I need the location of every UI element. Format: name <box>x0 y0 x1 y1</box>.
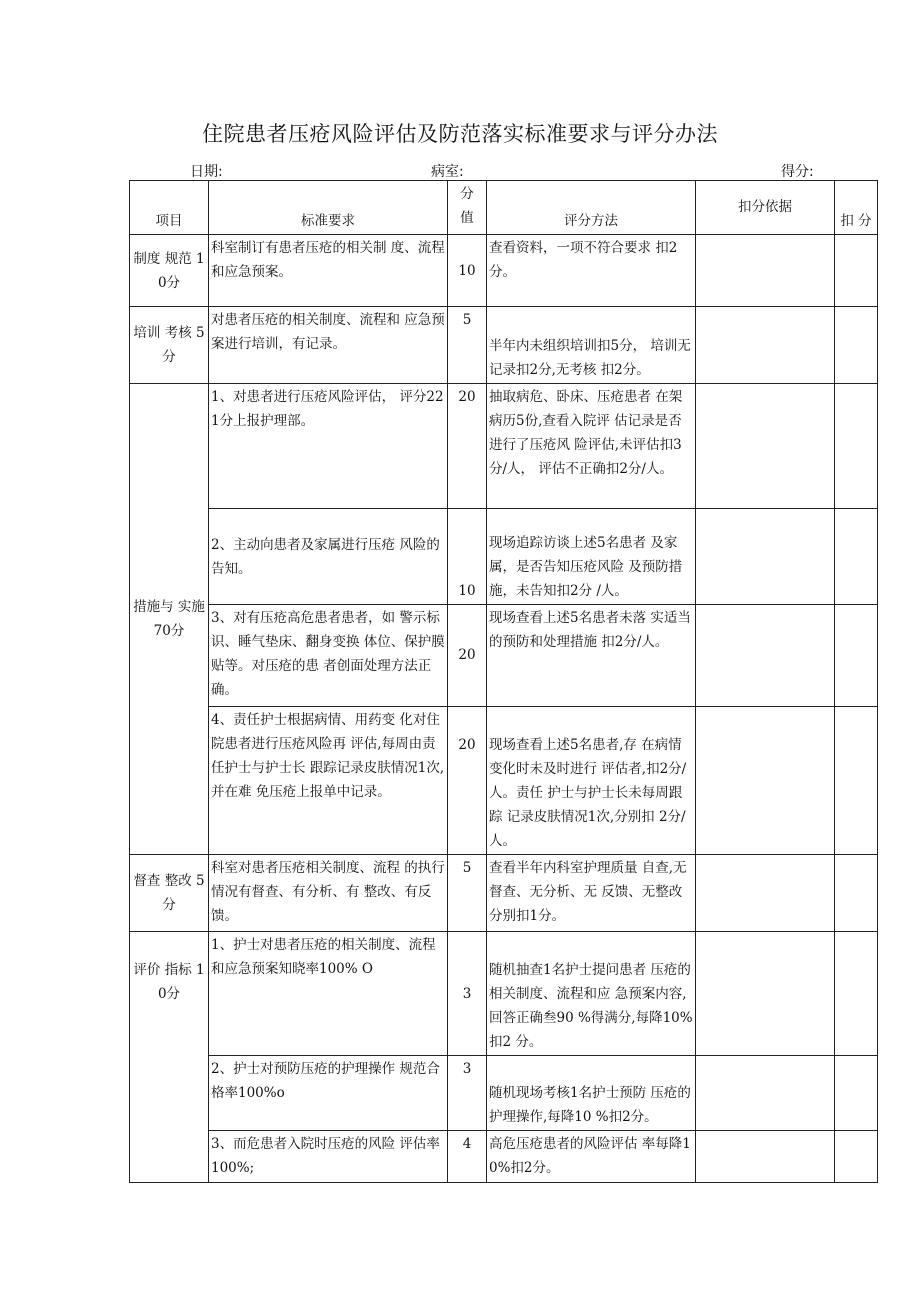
col-header-score-bottom: 值 <box>460 210 474 226</box>
score-label: 得分: <box>781 164 814 180</box>
row-basis <box>696 855 835 932</box>
row-method: 现场追踪访谈上述5名患者 及家属，是否告知压疮风险 及预防措施，未告知扣2分 /人。 <box>487 509 696 605</box>
row-basis <box>696 1131 835 1183</box>
row-method: 随机现场考核1名护士预防 压疮的护理操作,每降10 %扣2分。 <box>487 1056 696 1131</box>
row-deduct <box>835 605 878 707</box>
row-score: 20 <box>448 605 487 707</box>
row-basis <box>696 1056 835 1131</box>
row-method: 现场查看上述5名患者,存 在病情变化时未及时进行 评估者,扣2分/人。责任 护士与护士长未每周跟踪 记录皮肤情况1次,分别扣 2分/人。 <box>487 707 696 855</box>
row-standard: 3、而危患者入院时压疮的风险 评估率100%; <box>209 1131 448 1183</box>
table-row <box>130 605 878 707</box>
row-method: 抽取病危、卧床、压疮患者 在架病历5份,查看入院评 估记录是否进行了压疮风 险评估,未评估扣3分/人， 评估不正确扣2分/人。 <box>487 384 696 509</box>
row-method: 现场查看上述5名患者未落 实适当的预防和处理措施 扣2分/人。 <box>487 605 696 707</box>
row-deduct <box>835 707 878 855</box>
row-item: 培训 考核 5分 <box>130 307 209 384</box>
row-basis <box>696 605 835 707</box>
row-score: 5 <box>448 307 487 384</box>
table-row <box>130 707 878 855</box>
row-basis <box>696 932 835 1056</box>
table-row <box>130 932 878 1056</box>
row-score: 5 <box>448 855 487 932</box>
row-basis <box>696 307 835 384</box>
row-basis <box>696 235 835 307</box>
row-standard: 科室制订有患者压疮的相关制 度、流程和应急预案。 <box>209 235 448 307</box>
row-standard: 科室对患者压疮相关制度、流程 的执行情况有督查、有分析、有 整改、有反馈。 <box>209 855 448 932</box>
row-score: 10 <box>448 509 487 605</box>
col-header-score <box>448 181 487 235</box>
row-deduct <box>835 509 878 605</box>
row-score: 20 <box>448 384 487 509</box>
row-deduct <box>835 1056 878 1131</box>
row-score: 10 <box>448 235 487 307</box>
row-standard: 对患者压疮的相关制度、流程和 应急预案进行培训，有记录。 <box>209 307 448 384</box>
table-row <box>130 1056 878 1131</box>
col-header-standard: 标准要求 <box>209 181 448 235</box>
row-deduct <box>835 235 878 307</box>
row-basis <box>696 707 835 855</box>
col-header-method: 评分方法 <box>487 181 696 235</box>
row-basis <box>696 509 835 605</box>
row-score: 3 <box>448 1056 487 1131</box>
row-item: 措施与 实施 70分 <box>130 384 209 855</box>
row-method: 查看资料，一项不符合要求 扣2分。 <box>487 235 696 307</box>
row-item: 督查 整改 5分 <box>130 855 209 932</box>
row-deduct <box>835 1131 878 1183</box>
row-item: 评价 指标 10分 <box>130 932 209 1183</box>
row-item: 制度 规范 10分 <box>130 235 209 307</box>
col-header-item: 项目 <box>130 181 209 235</box>
row-deduct <box>835 307 878 384</box>
row-method: 随机抽查1名护士提问患者 压疮的相关制度、流程和应 急预案内容,回答正确叁90 %得满分,每降10%扣2 分。 <box>487 932 696 1056</box>
col-header-basis: 扣分依据 <box>696 181 835 235</box>
row-score: 4 <box>448 1131 487 1183</box>
table-row <box>130 307 878 384</box>
ward-label: 病室: <box>431 164 464 180</box>
scoring-table <box>129 180 878 1183</box>
row-deduct <box>835 932 878 1056</box>
date-label: 日期: <box>190 164 223 180</box>
col-header-deduct: 扣 分 <box>835 181 878 235</box>
table-row <box>130 235 878 307</box>
row-standard: 2、主动向患者及家属进行压疮 风险的告知。 <box>209 509 448 605</box>
row-deduct <box>835 384 878 509</box>
row-deduct <box>835 855 878 932</box>
row-basis <box>696 384 835 509</box>
row-score: 20 <box>448 707 487 855</box>
row-standard: 3、对有压疮高危患者患者，如 警示标识、睡气垫床、翻身变换 体位、保护膜贴等。对压疮的患 者创面处理方法正确。 <box>209 605 448 707</box>
row-method: 查看半年内科室护理质量 自查,无督查、无分析、无 反馈、无整改分别扣1分。 <box>487 855 696 932</box>
row-standard: 2、护士对预防压疮的护理操作 规范合格率100%o <box>209 1056 448 1131</box>
col-header-score-top: 分 <box>460 186 474 202</box>
row-standard: 4、责任护士根据病情、用药变 化对住院患者进行压疮风险再 评估,每周由责任护士与护士长 跟踪记录皮肤情况1次,并在难 免压疮上报单中记录。 <box>209 707 448 855</box>
table-row <box>130 1131 878 1183</box>
row-score: 3 <box>448 932 487 1056</box>
table-row <box>130 509 878 605</box>
row-standard: 1、对患者进行压疮风险评估， 评分221分上报护理部。 <box>209 384 448 509</box>
table-row <box>130 855 878 932</box>
table-row <box>130 384 878 509</box>
page-title: 住院患者压疮风险评估及防范落实标准要求与评分办法 <box>202 122 718 146</box>
row-method: 半年内未组织培训扣5分， 培训无记录扣2分,无考核 扣2分。 <box>487 307 696 384</box>
row-standard: 1、护士对患者压疮的相关制度、流程和应急预案知晓率100% O <box>209 932 448 1056</box>
row-method: 高危压疮患者的风险评估 率每降10%扣2分。 <box>487 1131 696 1183</box>
